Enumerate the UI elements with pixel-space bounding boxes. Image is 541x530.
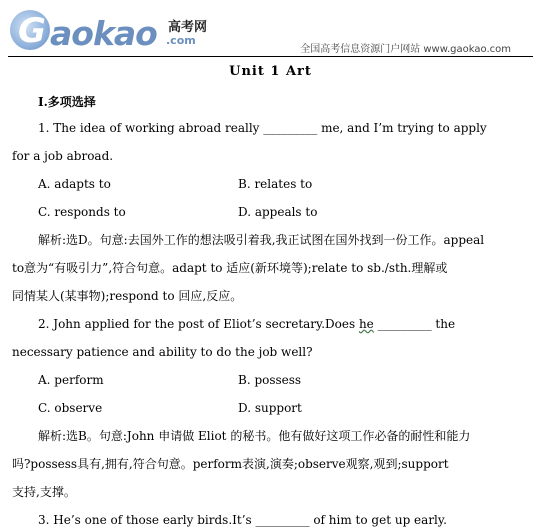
logo-domain: .com <box>166 34 196 47</box>
q2-option-c: C. observe <box>38 401 103 415</box>
q2-spellcheck-word: he <box>358 317 374 331</box>
q1-stem-line1: 1. The idea of working abroad really _________ me, and I’m trying to apply <box>38 121 487 135</box>
q2-option-d: D. support <box>238 401 302 415</box>
site-tagline: 全国高考信息资源门户网站 www.gaokao.com <box>300 44 511 55</box>
q1-option-d: D. appeals to <box>238 205 318 219</box>
q2-option-a: A. perform <box>38 373 104 387</box>
q2-stem-blank: _________ the <box>373 317 456 331</box>
q2-explanation-line3: 支持,支撑。 <box>12 485 76 499</box>
section-heading: Ⅰ.多项选择 <box>38 95 96 109</box>
logo-chinese: 高考网 <box>168 20 208 35</box>
q2-stem-text: 2. John applied for the post of Eliot’s secretary.Does <box>38 317 359 331</box>
gaokao-logo[interactable] <box>10 6 220 54</box>
logo-g-letter: G <box>18 11 46 51</box>
q1-explanation-line1: 解析:选D。句意:去国外工作的想法吸引着我,我正试图在国外找到一份工作。appeal <box>38 233 485 247</box>
q2-stem-line2: necessary patience and ability to do the job well? <box>12 345 313 359</box>
q2-explanation-line1: 解析:选B。句意:John 申请做 Eliot 的秘书。他有做好这项工作必备的耐性和能力 <box>38 429 471 443</box>
q2-option-b: B. possess <box>238 373 302 387</box>
q3-stem-line1: 3. He’s one of those early birds.It’s _________ of him to get up early. <box>38 513 447 527</box>
q1-explanation-line2: to意为“有吸引力”,符合句意。adapt to 适应(新环境等);relate to sb./sth.理解或 <box>12 261 448 275</box>
document-title: Unit 1 Art <box>229 64 312 79</box>
q1-option-c: C. responds to <box>38 205 126 219</box>
page-header <box>0 0 541 60</box>
q1-explanation-line3: 同情某人(某事物);respond to 回应,反应。 <box>12 289 243 303</box>
logo-g-circle <box>10 10 50 50</box>
q1-option-a: A. adapts to <box>38 177 111 191</box>
q2-explanation-line2: 吗?possess具有,拥有,符合句意。perform表演,演奏;observe观察,观到;support <box>12 457 449 471</box>
logo-wordmark: aokao <box>50 14 157 53</box>
q1-option-b: B. relates to <box>238 177 313 191</box>
header-divider <box>8 56 533 57</box>
q1-stem-line2: for a job abroad. <box>12 149 114 163</box>
q2-stem-line1 <box>38 316 455 332</box>
